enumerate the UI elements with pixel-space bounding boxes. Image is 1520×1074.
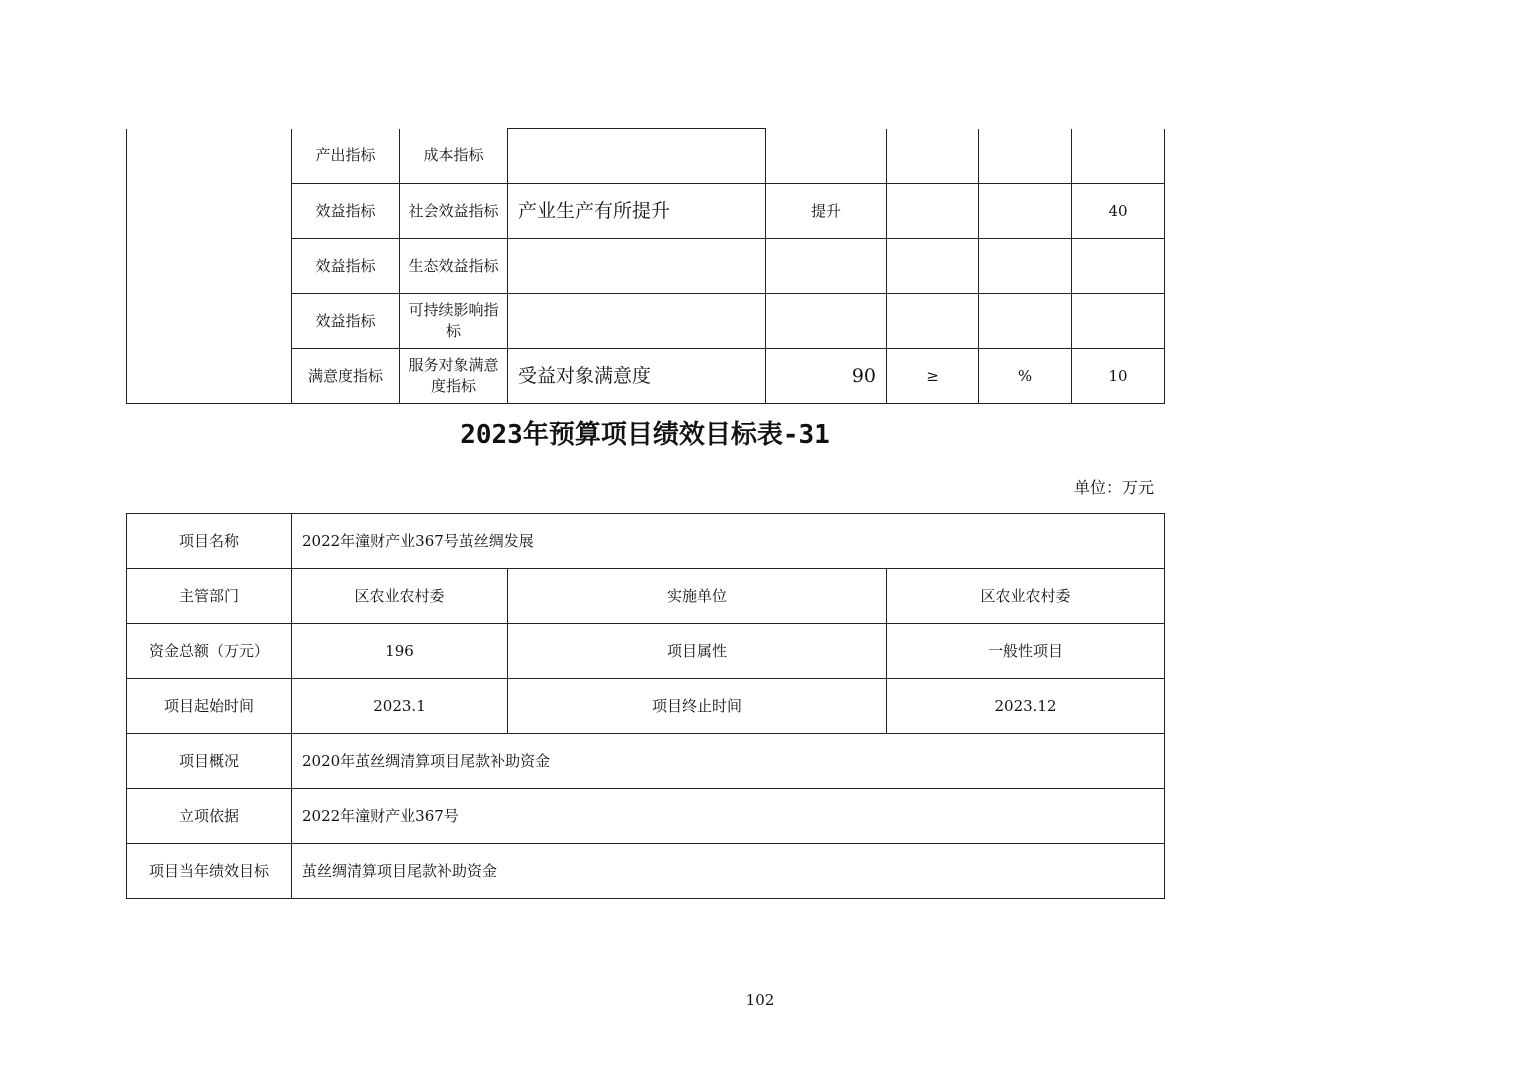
indicator-unit: [979, 239, 1072, 294]
fund-label: 资金总额（万元）: [127, 624, 292, 679]
indicator-unit: %: [979, 349, 1072, 404]
start-value: 2023.1: [292, 679, 508, 734]
page-number: 102: [745, 991, 775, 1009]
indicator-level2: 社会效益指标: [400, 184, 508, 239]
indicator-value: [766, 239, 887, 294]
table-row: [127, 514, 1165, 569]
indicator-level2: 可持续影响指标: [400, 294, 508, 349]
unit-label: 单位：万元: [1073, 478, 1154, 497]
goal-label: 项目当年绩效目标: [127, 844, 292, 899]
indicator-operator: [887, 184, 979, 239]
table-row: [127, 569, 1165, 624]
indicator-value: 90: [766, 349, 887, 404]
fund-value: 196: [292, 624, 508, 679]
dept-label: 主管部门: [127, 569, 292, 624]
page-title: 2023年预算项目绩效目标表-31: [460, 420, 830, 450]
attr-label: 项目属性: [508, 624, 887, 679]
indicator-unit: [979, 129, 1072, 184]
start-label: 项目起始时间: [127, 679, 292, 734]
table-row: [127, 844, 1165, 899]
indicator-level1: 效益指标: [292, 239, 400, 294]
indicator-level3: [508, 294, 766, 349]
blank-merged-cell: [127, 129, 292, 404]
indicator-level3: [508, 239, 766, 294]
indicator-value: [766, 129, 887, 184]
indicator-level1: 效益指标: [292, 294, 400, 349]
end-value: 2023.12: [887, 679, 1165, 734]
indicator-weight: 10: [1072, 349, 1165, 404]
table-row: [127, 624, 1165, 679]
indicator-level3: [508, 129, 766, 184]
indicator-level2: 成本指标: [400, 129, 508, 184]
indicator-level3: 受益对象满意度: [508, 349, 766, 404]
indicator-unit: [979, 294, 1072, 349]
indicator-level2: 服务对象满意度指标: [400, 349, 508, 404]
table-row: [127, 679, 1165, 734]
dept-value: 区农业农村委: [292, 569, 508, 624]
indicator-level1: 满意度指标: [292, 349, 400, 404]
indicator-operator: [887, 294, 979, 349]
goal-value: 茧丝绸清算项目尾款补助资金: [292, 844, 1165, 899]
indicator-value: [766, 294, 887, 349]
basis-label: 立项依据: [127, 789, 292, 844]
indicator-level1: 效益指标: [292, 184, 400, 239]
table-row: [127, 734, 1165, 789]
project-name-value: 2022年潼财产业367号茧丝绸发展: [292, 514, 1165, 569]
table-row: [127, 789, 1165, 844]
indicator-level3: 产业生产有所提升: [508, 184, 766, 239]
end-label: 项目终止时间: [508, 679, 887, 734]
overview-label: 项目概况: [127, 734, 292, 789]
impl-label: 实施单位: [508, 569, 887, 624]
indicator-unit: [979, 184, 1072, 239]
indicator-table-continued: [126, 128, 1165, 404]
indicator-weight: [1072, 294, 1165, 349]
overview-value: 2020年茧丝绸清算项目尾款补助资金: [292, 734, 1165, 789]
indicator-operator: ≥: [887, 349, 979, 404]
indicator-operator: [887, 129, 979, 184]
indicator-operator: [887, 239, 979, 294]
indicator-weight: [1072, 129, 1165, 184]
indicator-weight: [1072, 239, 1165, 294]
attr-value: 一般性项目: [887, 624, 1165, 679]
basis-value: 2022年潼财产业367号: [292, 789, 1165, 844]
project-name-label: 项目名称: [127, 514, 292, 569]
indicator-level1: 产出指标: [292, 129, 400, 184]
indicator-value: 提升: [766, 184, 887, 239]
indicator-weight: 40: [1072, 184, 1165, 239]
indicator-level2: 生态效益指标: [400, 239, 508, 294]
impl-value: 区农业农村委: [887, 569, 1165, 624]
table-row: [127, 129, 1165, 184]
project-info-table: [126, 513, 1165, 899]
